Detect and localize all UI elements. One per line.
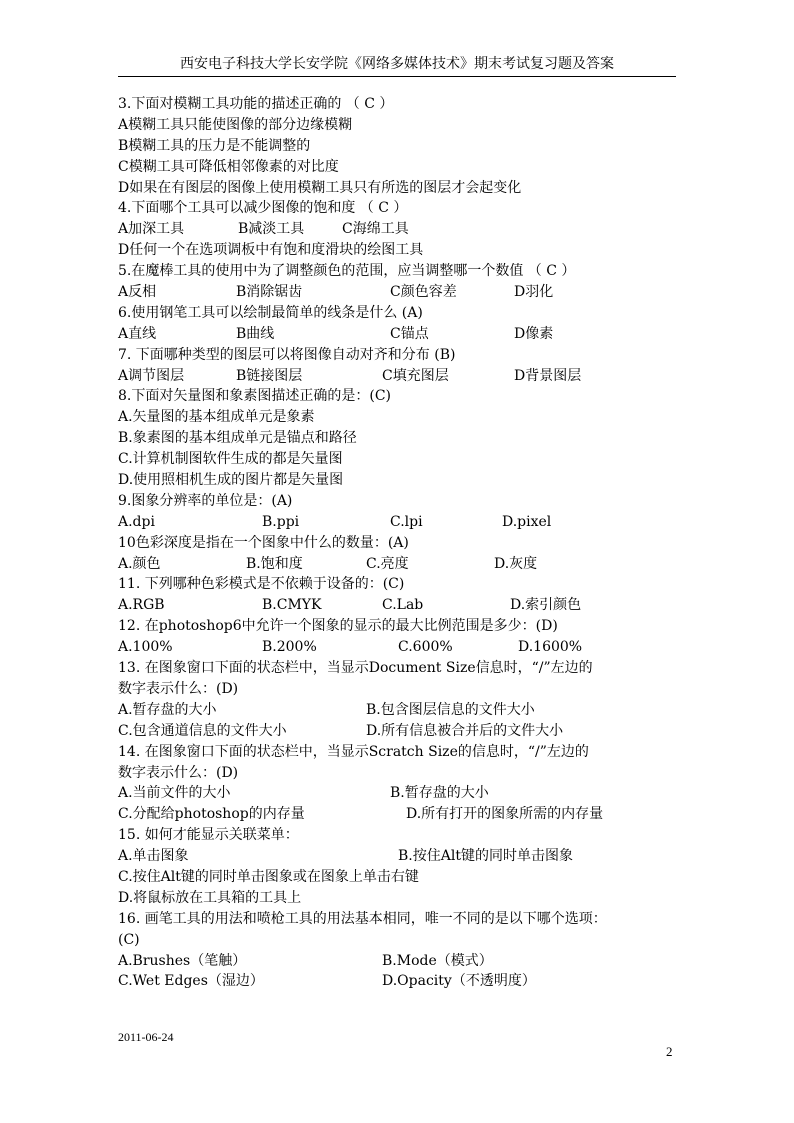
text-line (118, 240, 678, 261)
text-line (118, 261, 678, 282)
line-text: A.单击图象 (118, 848, 189, 865)
text-line (118, 742, 678, 763)
text-line (118, 971, 678, 992)
text-line (118, 867, 678, 888)
text-line (118, 366, 678, 387)
line-text: A.暂存盘的大小 (118, 701, 217, 718)
text-line (118, 157, 678, 178)
line-text: A.RGB (118, 597, 165, 614)
line-text: A调节图层 (118, 367, 185, 384)
option-text: C填充图层 (382, 367, 449, 384)
line-text: 11. 下列哪种色彩模式是不依赖于设备的：(C) (118, 576, 405, 593)
option-text: B.暂存盘的大小 (390, 785, 489, 802)
footer-date: 2011-06-24 (118, 1030, 174, 1044)
line-text: C.包含通道信息的文件大小 (118, 722, 287, 739)
option-text: C.亮度 (366, 555, 409, 572)
option-text: D羽化 (514, 284, 554, 301)
text-line (118, 303, 678, 324)
line-text: A.矢量图的基本组成单元是象素 (118, 409, 315, 426)
page-header-title: 西安电子科技大学长安学院《网络多媒体技术》期末考试复习题及答案 (180, 56, 614, 72)
option-text: D.索引颜色 (510, 597, 582, 614)
line-text: A反相 (118, 284, 157, 301)
option-text: D.灰度 (494, 555, 538, 572)
line-text: C.Wet Edges（湿边） (118, 973, 264, 990)
option-text: B曲线 (236, 325, 275, 342)
text-line (118, 637, 678, 658)
line-text: C模糊工具可降低相邻像素的对比度 (118, 158, 339, 175)
option-text: B减淡工具 (238, 221, 305, 238)
option-text: B.ppi (262, 513, 300, 530)
option-text: B.饱和度 (246, 555, 303, 572)
line-text: 数字表示什么：(D) (118, 680, 239, 697)
line-text: D.将鼠标放在工具箱的工具上 (118, 889, 302, 906)
line-text: A.Brushes（笔触） (118, 952, 247, 969)
text-line (118, 491, 678, 512)
text-line (118, 930, 678, 951)
text-line (118, 533, 678, 554)
line-text: A.100% (118, 639, 173, 656)
line-text: C.按住Alt键的同时单击图象或在图象上单击右键 (118, 868, 419, 885)
text-line (118, 595, 678, 616)
line-text: 12. 在photoshop6中允许一个图象的显示的最大比例范围是多少：(D) (118, 618, 558, 635)
line-text: A直线 (118, 325, 157, 342)
text-line (118, 178, 678, 199)
option-text: D.所有打开的图象所需的内存量 (406, 806, 604, 823)
line-text: 5.在魔棒工具的使用中为了调整颜色的范围，应当调整哪一个数值 （ C ） (118, 263, 576, 280)
text-line (118, 449, 678, 470)
line-text: C.计算机制图软件生成的都是矢量图 (118, 451, 343, 468)
text-line (118, 846, 678, 867)
option-text: C.lpi (390, 513, 423, 530)
line-text: A模糊工具只能使图像的部分边缘模糊 (118, 116, 353, 133)
text-line (118, 407, 678, 428)
line-text: 16. 画笔工具的用法和喷枪工具的用法基本相同，唯一不同的是以下哪个选项： (118, 910, 607, 927)
text-line (118, 763, 678, 784)
text-line (118, 700, 678, 721)
text-line (118, 679, 678, 700)
text-line (118, 616, 678, 637)
header-rule (118, 76, 676, 77)
text-line (118, 554, 678, 575)
text-line (118, 783, 678, 804)
option-text: B消除锯齿 (236, 284, 303, 301)
text-line (118, 951, 678, 972)
text-line (118, 115, 678, 136)
line-text: B.象素图的基本组成单元是锚点和路径 (118, 430, 357, 447)
text-line (118, 512, 678, 533)
text-line (118, 198, 678, 219)
option-text: D.pixel (502, 513, 552, 530)
option-text: B.CMYK (262, 597, 322, 614)
option-text: D.Opacity（不透明度） (382, 973, 536, 990)
line-text: 3.下面对模糊工具功能的描述正确的 （ C ） (118, 96, 394, 112)
text-line (118, 136, 678, 157)
line-text: 6.使用钢笔工具可以绘制最简单的线条是什么 (A) (118, 304, 423, 321)
line-text: 15. 如何才能显示关联菜单： (118, 827, 299, 844)
text-line (118, 658, 678, 679)
line-text: D如果在有图层的图像上使用模糊工具只有所选的图层才会起变化 (118, 179, 522, 196)
text-line (118, 721, 678, 742)
option-text: C海绵工具 (342, 221, 409, 238)
text-line (118, 888, 678, 909)
text-line (118, 804, 678, 825)
line-text: B模糊工具的压力是不能调整的 (118, 137, 311, 154)
line-text: A加深工具 (118, 221, 185, 238)
line-text: D.使用照相机生成的图片都是矢量图 (118, 472, 344, 489)
text-line (118, 825, 678, 846)
text-line (118, 345, 678, 366)
line-text: (C) (118, 931, 140, 948)
line-text: D任何一个在选项调板中有饱和度滑块的绘图工具 (118, 242, 424, 259)
line-text: A.当前文件的大小 (118, 785, 231, 802)
option-text: B.按住Alt键的同时单击图象 (398, 848, 573, 865)
text-line (118, 428, 678, 449)
line-text: 10色彩深度是指在一个图象中什么的数量：(A) (118, 534, 409, 551)
text-line (118, 470, 678, 491)
option-text: D像素 (514, 325, 554, 342)
text-line (118, 909, 678, 930)
option-text: C锚点 (390, 325, 429, 342)
option-text: B.包含图层信息的文件大小 (366, 701, 535, 718)
line-text: A.颜色 (118, 555, 161, 572)
option-text: C颜色容差 (390, 284, 457, 301)
option-text: B链接图层 (236, 367, 303, 384)
line-text: 9.图象分辨率的单位是：(A) (118, 492, 293, 509)
line-text: A.dpi (118, 513, 155, 530)
line-text: 14. 在图象窗口下面的状态栏中，当显示Scratch Size的信息时，“/”左边的 (118, 743, 589, 760)
option-text: C.600% (398, 639, 453, 656)
line-text: C.分配给photoshop的内存量 (118, 806, 305, 823)
text-line (118, 282, 678, 303)
option-text: B.Mode（模式） (382, 952, 493, 969)
line-text: 8.下面对矢量图和象素图描述正确的是：(C) (118, 388, 391, 405)
line-text: 7. 下面哪种类型的图层可以将图像自动对齐和分布 (B) (118, 346, 456, 363)
text-line (118, 386, 678, 407)
option-text: D.所有信息被合并后的文件大小 (366, 722, 564, 739)
option-text: C.Lab (382, 597, 424, 614)
line-text: 13. 在图象窗口下面的状态栏中，当显示Document Size信息时，“/”左边的 (118, 660, 593, 677)
text-line (118, 324, 678, 345)
line-text: 4.下面哪个工具可以减少图像的饱和度 （ C ） (118, 200, 408, 217)
line-text: 数字表示什么：(D) (118, 764, 239, 781)
option-text: D背景图层 (514, 367, 582, 384)
option-text: D.1600% (518, 639, 583, 656)
text-line (118, 94, 678, 115)
text-line (118, 574, 678, 595)
text-line (118, 219, 678, 240)
page-number: 2 (666, 1044, 673, 1059)
question-content (118, 94, 678, 992)
option-text: B.200% (262, 639, 317, 656)
